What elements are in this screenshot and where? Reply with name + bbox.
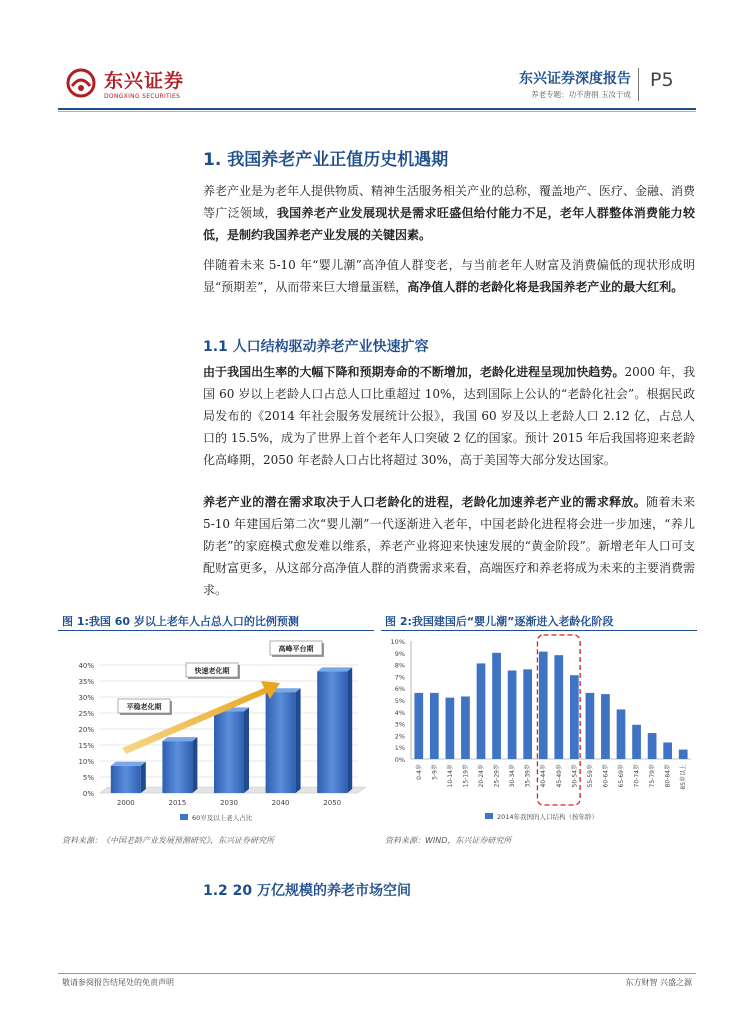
y-tick-label: 0%	[82, 790, 94, 798]
bar-top	[317, 667, 352, 671]
page-number: P5	[650, 69, 674, 91]
x-tick-label: 25-29岁	[493, 764, 501, 788]
figure-title: 图 2:我国建国后“婴儿潮”逐渐进入老龄化阶段	[385, 615, 614, 628]
bar	[111, 766, 141, 793]
bold-run: 由于我国出生率的大幅下降和预期寿命的不断增加，老龄化进程呈现加快趋势。	[203, 365, 625, 379]
y-tick-label: 25%	[78, 710, 94, 718]
annotation-slow-label: 平稳老化期	[126, 703, 162, 711]
report-subtitle: 养老专题：功不唐捐 玉汝于成	[531, 90, 631, 99]
bar	[430, 693, 439, 759]
bar	[446, 698, 455, 759]
bar	[162, 741, 192, 793]
annotation-peak-label: 高峰平台期	[278, 645, 314, 653]
bar	[632, 725, 641, 759]
paragraph	[203, 361, 695, 471]
header-rule	[58, 108, 696, 110]
x-tick-label: 5-9岁	[431, 764, 439, 780]
bar-side	[347, 667, 352, 793]
y-tick-label: 3%	[394, 720, 405, 729]
bar	[414, 693, 423, 759]
bar	[317, 671, 347, 793]
figure1-chart	[58, 633, 374, 828]
x-tick-label: 10-14岁	[446, 764, 454, 788]
x-tick-label: 2050	[323, 799, 342, 807]
bold-run: 我国养老产业发展现状是需求旺盛但给付能力不足，老年人群整体消费能力较低，是制约我国养老产业发展的关键因素。	[203, 206, 695, 242]
y-tick-label: 0%	[394, 756, 405, 764]
x-tick-label: 60-64岁	[602, 764, 610, 788]
text-run: 随着未来 5-10 年建国后第二次“婴儿潮”一代逐渐进入老年，中国老龄化进程将会进一步加速，“养儿防老”的家庭模式愈发难以维系，养老产业将迎来快速发展的“黄金阶段”。新增老年人口可支配财富更多，从这部分高净值人群的消费需求来看，高端医疗和养老将成为未来的主要消费需求。	[203, 495, 696, 597]
footer-disclaimer: 敬请参阅报告结尾处的免责声明	[62, 978, 174, 987]
x-tick-label: 65-69岁	[618, 764, 625, 788]
bar	[601, 694, 610, 759]
legend-label: 60岁及以上老人占比	[192, 814, 253, 822]
x-tick-label: 50-54岁	[571, 764, 579, 788]
x-tick-label: 20-24岁	[478, 764, 485, 788]
footer-slogan: 东方财智 兴盛之源	[625, 978, 692, 987]
x-tick-label: 0-4岁	[415, 764, 423, 780]
x-tick-label: 85岁以上	[680, 764, 688, 790]
figure-rule	[58, 630, 374, 631]
x-tick-label: 2040	[271, 799, 290, 807]
header-divider	[638, 68, 639, 101]
y-tick-label: 10%	[390, 638, 405, 646]
text-run: 2000 年，我国 60 岁以上老龄人口占总人口比重超过 10%，达到国际上公认的“老龄化社会”。根据民政局发布的《2014 年社会服务发展统计公报》，我国 60 岁及以上老龄人口 2.12 亿，占总人口的 15.5%，成为了世界上首个老年人口突破 2 亿的国家。预计 2015 年后我国将迎来老龄化高峰期，2050 年老龄人口占比将超过 30%，高于美国等大部分发达国家。	[203, 365, 695, 467]
bar	[554, 655, 563, 759]
y-tick-label: 35%	[78, 678, 94, 686]
bar	[523, 669, 532, 759]
legend-label: 2014年我国的人口结构（按年龄）	[497, 813, 599, 821]
header-rule-thin	[58, 111, 696, 112]
paragraph	[203, 254, 695, 298]
text-run: 养老产业是为老年人提供物质、精神生活服务相关产业的总称，覆盖地产、医疗、金融、消费等广泛领域，	[203, 184, 696, 220]
x-tick-label: 2015	[168, 799, 187, 807]
logo-mark-icon	[66, 68, 96, 98]
bar	[663, 742, 672, 759]
y-tick-label: 10%	[78, 758, 94, 766]
x-tick-label: 2030	[220, 799, 238, 807]
bar-side	[141, 762, 146, 793]
paragraph	[203, 491, 695, 601]
bar	[586, 693, 595, 759]
y-tick-label: 8%	[394, 661, 405, 670]
y-tick-label: 20%	[78, 726, 94, 734]
bar	[477, 663, 486, 759]
y-tick-label: 9%	[394, 649, 405, 658]
x-tick-label: 30-34岁	[509, 764, 517, 788]
figure2-chart	[381, 633, 697, 828]
bar-side	[296, 688, 301, 793]
y-tick-label: 5%	[82, 774, 94, 782]
bar	[617, 709, 626, 759]
legend-swatch	[180, 814, 188, 820]
y-tick-label: 5%	[394, 697, 405, 705]
section-heading: 1. 我国养老产业正值历史机遇期	[203, 150, 449, 170]
subsection-heading: 1.2 20 万亿规模的养老市场空间	[203, 883, 412, 899]
legend-swatch	[485, 813, 493, 819]
bar	[570, 675, 579, 759]
text-run: 伴随着未来 5-10 年“婴儿潮”高净值人群变老，与当前老年人财富及消费偏低的现状形成明显“预期差”，从而带来巨大增量蛋糕，	[203, 258, 695, 294]
x-tick-label: 15-19岁	[462, 764, 470, 788]
figure-source: 资料来源：《中国老龄产业发展预测研究》，东兴证券研究所	[62, 836, 274, 845]
bar	[461, 696, 470, 759]
x-tick-label: 70-74岁	[633, 764, 641, 788]
bar-side	[244, 707, 249, 793]
x-tick-label: 75-79岁	[649, 764, 657, 788]
bar	[539, 652, 548, 759]
report-title: 东兴证券深度报告	[519, 71, 631, 87]
trend-arrow	[122, 681, 280, 754]
logo-subtext: DONGXING SECURITIES	[104, 93, 181, 100]
x-tick-label: 80-84岁	[664, 764, 672, 788]
paragraph	[203, 180, 695, 246]
bold-run: 养老产业的潜在需求取决于人口老龄化的进程，老龄化加速养老产业的需求释放。	[203, 495, 647, 509]
x-tick-label: 2000	[116, 799, 135, 807]
y-tick-label: 15%	[78, 742, 94, 750]
y-tick-label: 40%	[78, 662, 94, 670]
bar	[648, 733, 657, 759]
x-tick-label: 55-59岁	[586, 764, 594, 788]
x-tick-label: 40-44岁	[540, 764, 548, 788]
bar	[508, 671, 517, 760]
y-tick-label: 6%	[394, 685, 405, 694]
footer-rule	[58, 973, 696, 974]
logo-text: 东兴证券	[104, 70, 185, 92]
bar	[266, 692, 296, 793]
figure-rule	[381, 630, 697, 631]
y-tick-label: 4%	[394, 708, 405, 717]
y-tick-label: 7%	[394, 673, 405, 682]
bar	[679, 750, 688, 759]
subsection-heading: 1.1 人口结构驱动养老产业快速扩容	[203, 339, 429, 355]
bar	[492, 653, 501, 759]
bar	[214, 711, 244, 793]
bold-run: 高净值人群的老龄化将是我国养老产业的最大红利。	[407, 280, 684, 294]
y-tick-label: 1%	[394, 744, 405, 753]
x-tick-label: 35-39岁	[524, 764, 532, 788]
x-tick-label: 45-49岁	[555, 764, 563, 788]
figure-source: 资料来源：WIND，东兴证券研究所	[385, 836, 512, 845]
figure-title: 图 1:我国 60 岁以上老年人占总人口的比例预测	[62, 615, 299, 628]
y-tick-label: 2%	[394, 732, 405, 741]
bar-side	[192, 737, 197, 793]
y-tick-label: 30%	[78, 694, 94, 702]
bar-top	[111, 762, 146, 766]
annotation-fast-label: 快速老化期	[194, 667, 230, 675]
bar-top	[162, 737, 197, 741]
